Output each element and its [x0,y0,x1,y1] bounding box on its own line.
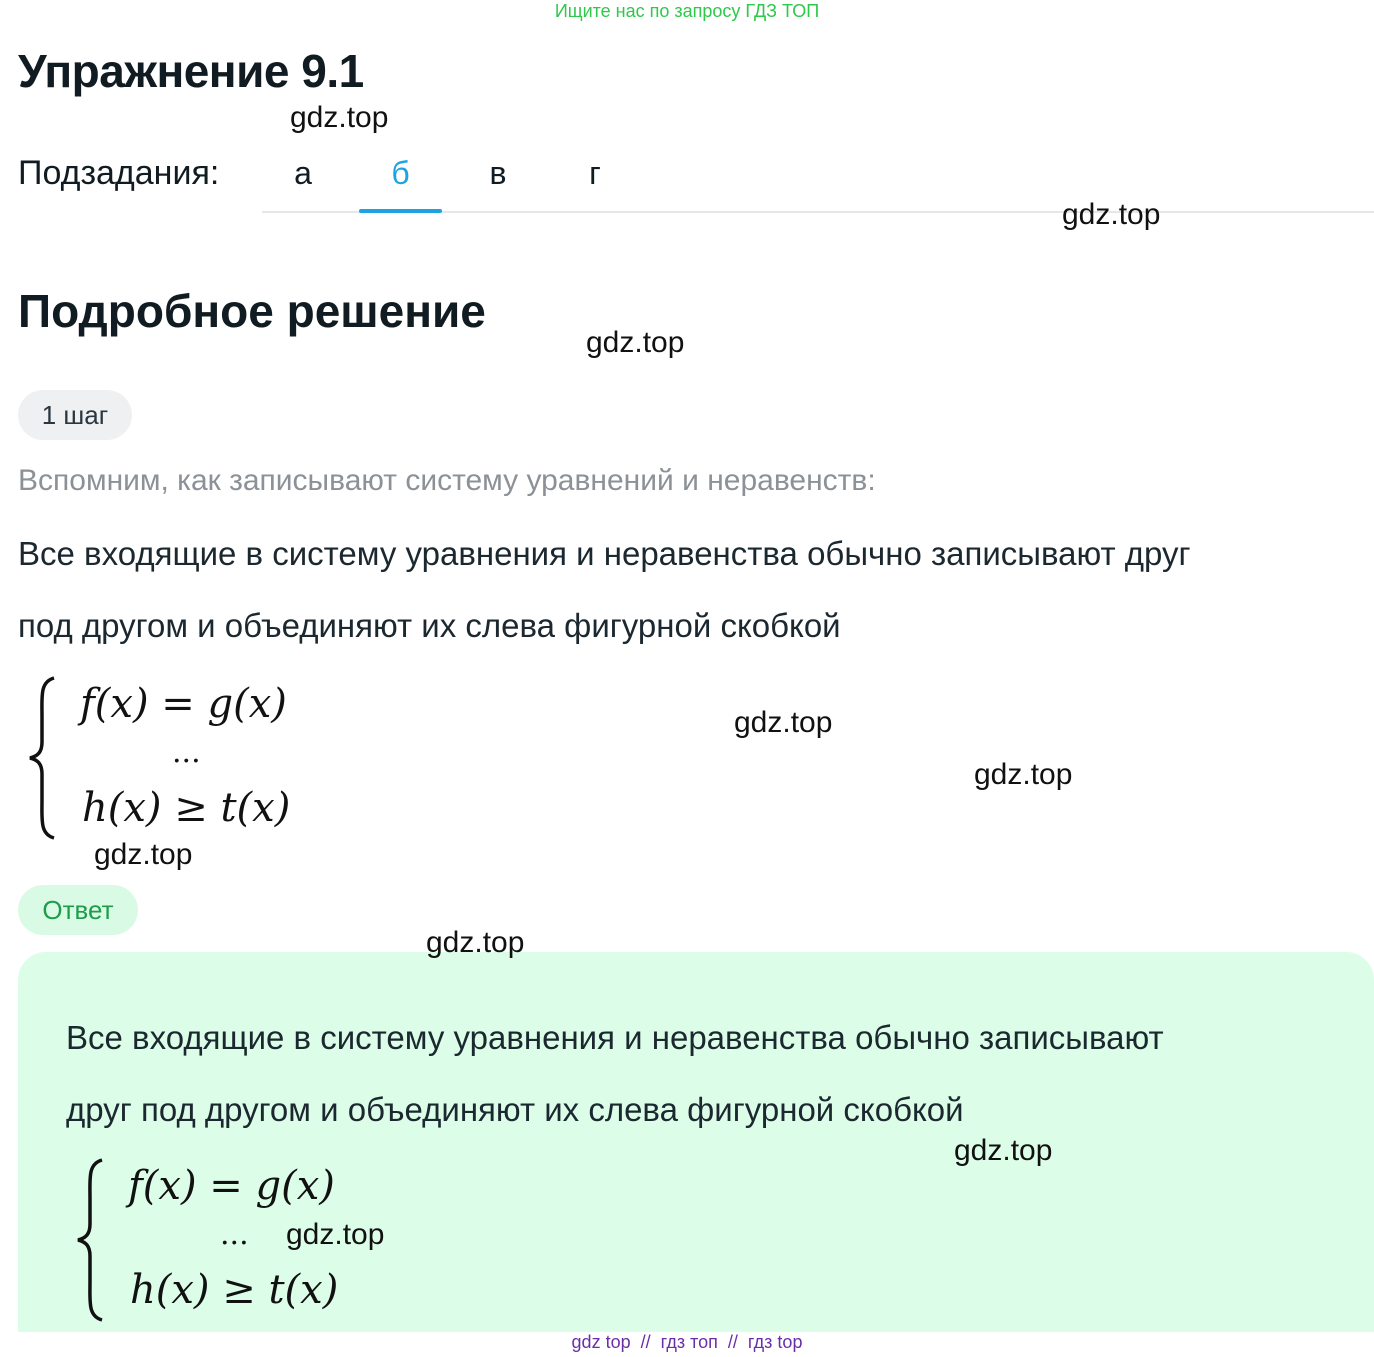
watermark: gdz.top [290,101,389,134]
curly-brace-icon [28,676,56,840]
watermark: gdz.top [734,706,833,739]
step-intro-text: Вспомним, как записывают систему уравнений и неравенств: [18,464,876,497]
solution-equation-system [20,672,340,842]
tab-g[interactable]: г [589,155,601,191]
equation-line: f(x) = g(x) [128,1163,335,1209]
answer-badge: Ответ [18,885,138,935]
solution-paragraph-line: Все входящие в систему уравнения и неравенства обычно записывают друг [18,535,1191,572]
watermark: gdz.top [94,838,193,871]
tab-a[interactable]: а [294,155,312,191]
solution-paragraph [18,518,1358,662]
step-badge: 1 шаг [18,390,132,440]
watermark: gdz.top [426,926,525,959]
watermark: gdz.top [286,1218,385,1251]
footer-text: gdz top // гдз топ // гдз top [571,1332,803,1352]
equation-line: h(x) ≥ t(x) [130,1267,339,1313]
solution-paragraph-line: под другом и объединяют их слева фигурной скобкой [18,607,841,644]
equation-dots: ... [220,1217,249,1252]
watermark: gdz.top [1062,198,1161,231]
equation-line: f(x) = g(x) [80,681,287,727]
answer-paragraph [66,1002,1356,1146]
top-banner: Ищите нас по запросу ГДЗ ТОП [554,1,820,21]
answer-paragraph-line: друг под другом и объединяют их слева фигурной скобкой [66,1091,964,1128]
exercise-title: Упражнение 9.1 [18,45,364,97]
tab-b[interactable]: б [359,150,442,212]
watermark: gdz.top [954,1134,1053,1167]
tab-v[interactable]: в [489,155,507,191]
solution-heading: Подробное решение [18,285,486,337]
answer-paragraph-line: Все входящие в систему уравнения и неравенства обычно записывают [66,1019,1164,1056]
watermark: gdz.top [974,758,1073,791]
subtasks-label: Подзадания: [18,154,220,192]
watermark: gdz.top [586,326,685,359]
curly-brace-icon [76,1158,104,1322]
equation-dots: ... [172,735,201,770]
equation-line: h(x) ≥ t(x) [82,785,291,831]
